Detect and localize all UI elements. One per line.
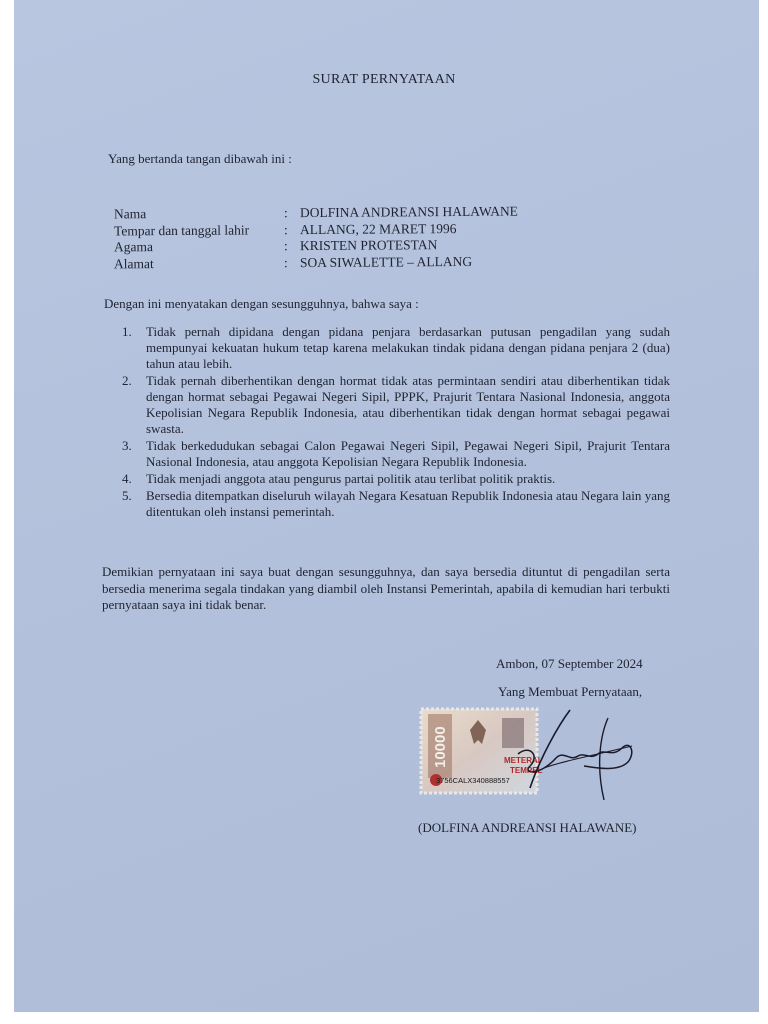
stamp-word-meterai: METERAI [504,756,540,765]
field-colon: : [283,238,288,254]
list-number: 2. [122,373,132,388]
list-item [122,373,670,437]
document-title: SURAT PERNYATAAN [312,72,456,87]
list-text: Tidak pernah dipidana dengan pidana penjara berdasarkan putusan pengadilan yang sudah mempunyai kekuatan hukum tetap karena melakukan tindak pidana dengan pidana penjara 2 (dua) tahun atau lebih. [146,324,670,371]
statement-list [122,324,670,521]
list-number: 5. [122,488,132,503]
field-colon: : [283,205,288,221]
list-item [122,471,670,487]
maker-label: Yang Membuat Pernyataan, [498,684,643,699]
field-label: Nama [113,206,147,222]
identity-fields [114,205,518,271]
list-number: 1. [122,324,132,339]
signatory-name: (DOLFINA ANDREANSI HALAWANE) [418,820,637,835]
list-text: Tidak berkedudukan sebagai Calon Pegawai Negeri Sipil, Pegawai Negeri Sipil, Prajurit Tentara Nasional Indonesia, atau anggota Kepolisian Negara Republik Indonesia. [146,438,670,469]
field-label: Agama [113,239,154,255]
field-value: KRISTEN PROTESTAN [299,237,438,254]
stamp-word-tempel: TEMPEL [510,766,543,775]
field-value: DOLFINA ANDREANSI HALAWANE [299,203,518,221]
field-label: Alamat [113,255,154,271]
list-text: Tidak pernah diberhentikan dengan hormat tidak atas permintaan sendiri atau diberhentikan tidak dengan hormat sebagai Pegawai Negeri Sipil, PPPK, Prajurit Tentara Nasional Indonesia, anggota Kepolisian Negara Republik Indonesia, atau diberhentikan tidak dengan hormat sebagai pegawai swasta. [146,373,670,436]
stamp-value: 10000 [432,726,449,768]
list-item [122,438,670,470]
field-label: Tempar dan tanggal lahir [113,221,250,238]
field-row-name [114,204,518,223]
list-number: 3. [122,438,132,453]
closing-paragraph: Demikian pernyataan ini saya buat dengan sesungguhnya, dan saya bersedia dituntut di pengadilan serta bersedia menerima segala tindakan yang diambil oleh Instansi Pemerintah, apabila di kemudian hari terbukti pernyataan saya ini tidak benar. [102,564,670,612]
field-colon: : [283,221,288,237]
list-number: 4. [122,471,132,486]
field-value: ALLANG, 22 MARET 1996 [299,220,457,237]
list-item [122,324,670,372]
stamp-serial: 3756CALX340888557 [436,776,510,785]
signature-scribble [500,696,650,806]
list-item [122,488,670,520]
field-row-religion [114,237,518,256]
intro-text: Yang bertanda tangan dibawah ini : [108,151,292,166]
declaration-intro: Dengan ini menyatakan dengan sesungguhnya, bahwa saya : [104,296,419,311]
place-date: Ambon, 07 September 2024 [496,656,643,671]
field-row-address [114,253,518,272]
list-text: Bersedia ditempatkan diseluruh wilayah Negara Kesatuan Republik Indonesia atau Negara lain yang ditentukan oleh instansi pemerintah. [146,488,670,519]
field-value: SOA SIWALETTE – ALLANG [299,253,473,270]
list-text: Tidak menjadi anggota atau pengurus partai politik atau terlibat politik praktis. [146,471,556,486]
field-colon: : [283,254,288,270]
